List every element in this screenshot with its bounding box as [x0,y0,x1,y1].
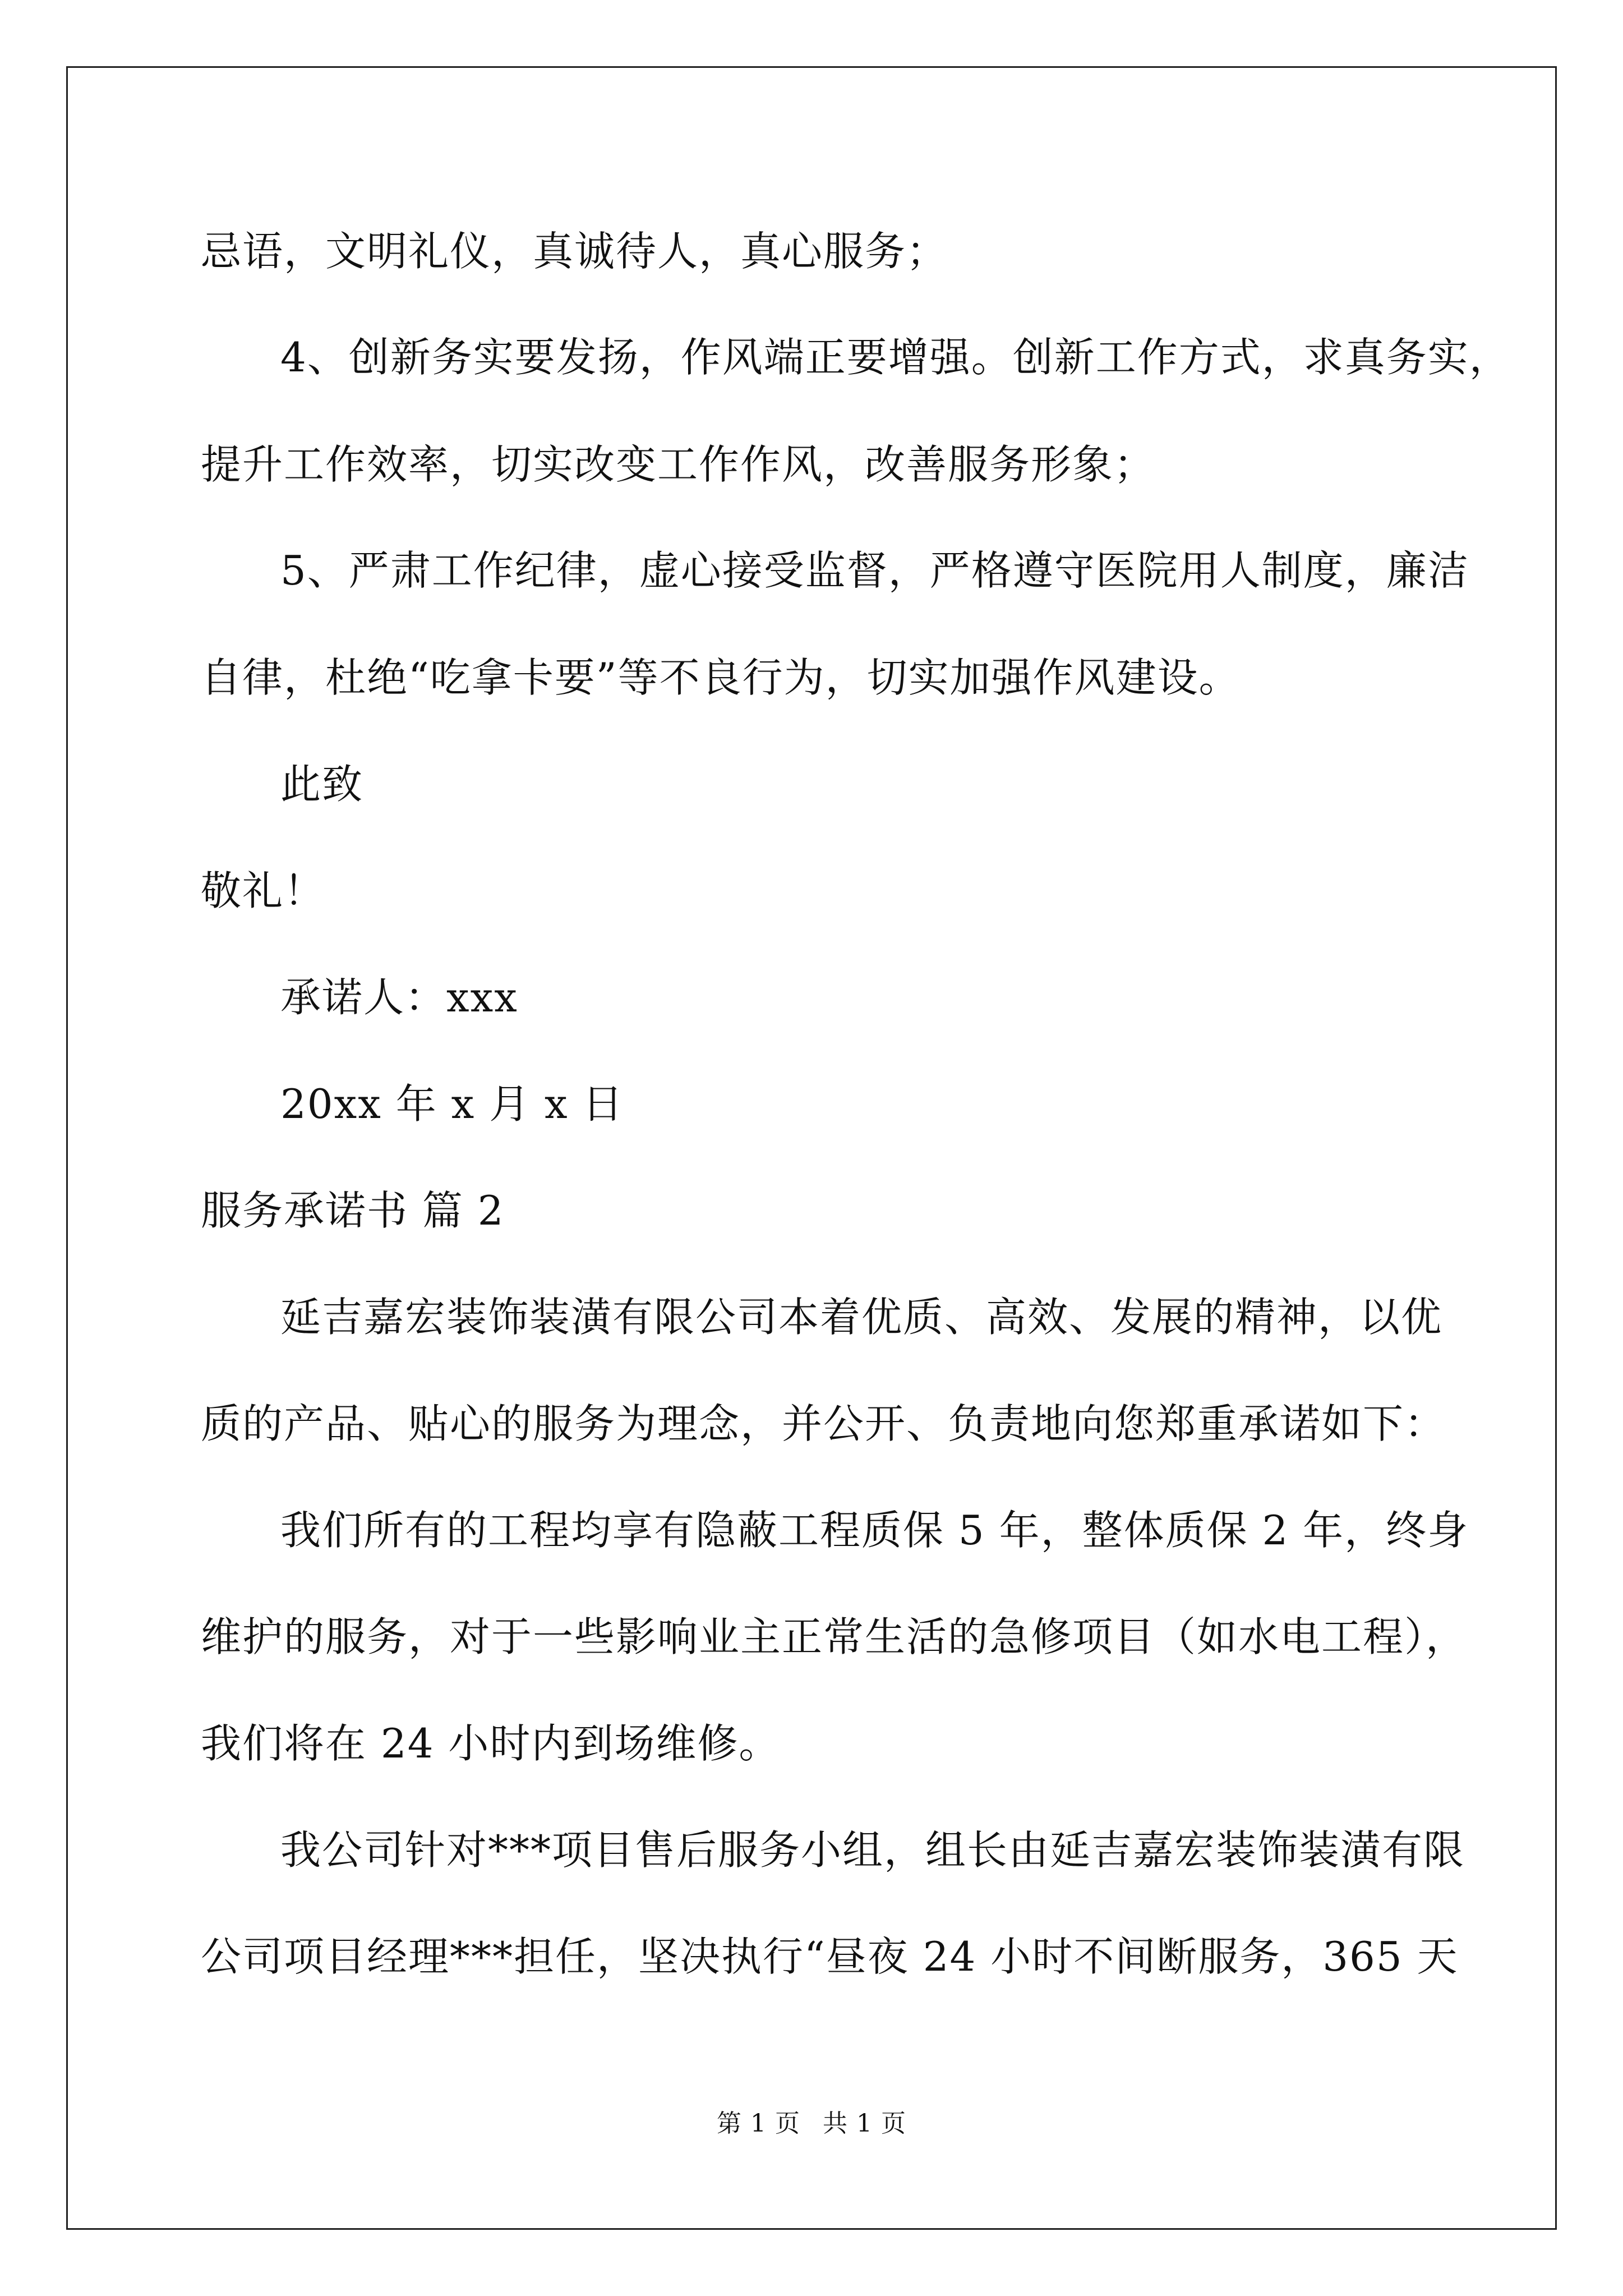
body-line-9: 维护的服务，对于一些影响业主正常生活的急修项目（如水电工程）， [201,1613,1468,1660]
body-line-8: 我们所有的工程均享有隐蔽工程质保 5 年，整体质保 2 年，终身 [280,1507,1469,1554]
body-line-6: 延吉嘉宏装饰装潢有限公司本着优质、高效、发展的精神，以优 [280,1294,1443,1341]
page-border [66,66,1557,2230]
signature-date: 20xx 年 x 月 x 日 [280,1080,624,1128]
signatory: 承诺人：xxx [280,974,518,1021]
body-line-10: 我们将在 24 小时内到场维修。 [201,1720,781,1767]
page-footer [0,2108,1623,2139]
body-line-7: 质的产品、贴心的服务为理念，并公开、负责地向您郑重承诺如下： [201,1400,1446,1447]
closing-regards: 敬礼！ [201,867,326,914]
section-heading: 服务承诺书 篇 2 [201,1187,505,1234]
body-line-11: 我公司针对***项目售后服务小组，组长由延吉嘉宏装饰装潢有限 [280,1826,1465,1874]
page-total: 共 1 页 [823,2109,906,2138]
body-line-1: 忌语，文明礼仪，真诚待人，真心服务； [201,228,948,275]
body-line-3: 提升工作效率，切实改变工作作风，改善服务形象； [201,441,1156,488]
body-line-2: 4、创新务实要发扬，作风端正要增强。创新工作方式，求真务实， [280,334,1511,381]
page-number: 第 1 页 [717,2109,800,2138]
body-line-12: 公司项目经理***担任，坚决执行“昼夜 24 小时不间断服务，365 天 [201,1933,1459,1980]
body-line-5: 自律，杜绝“吃拿卡要”等不良行为，切实加强作风建设。 [201,654,1241,701]
closing-salutation: 此致 [280,761,364,808]
body-line-4: 5、严肃工作纪律，虚心接受监督，严格遵守医院用人制度，廉洁 [280,547,1469,594]
